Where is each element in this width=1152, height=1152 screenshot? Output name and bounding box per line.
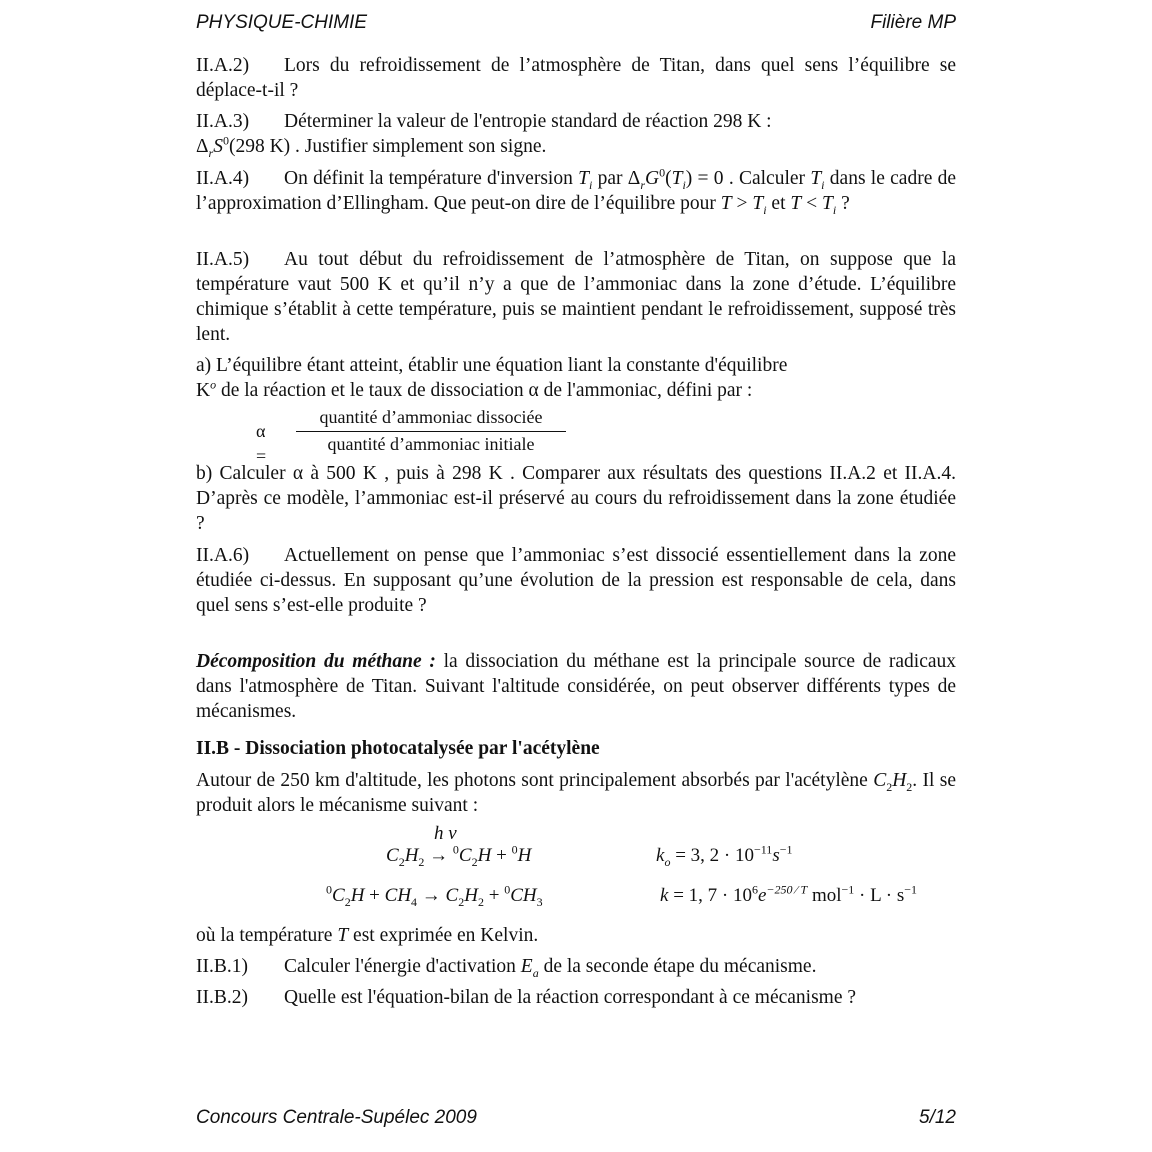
question-II-A-5: II.A.5) Au tout début du refroidissement de l’atmosphère de Titan, on suppose que la température vaut 500 K et qu’il n’y a que de l’ammoniac dans la zone d’étude. L’équilibre chimique s’établit à cette température, puis se maintient pendant le refroidissement, supposé très lent. [196, 249, 956, 345]
methane-paragraph: Décomposition du méthane : la dissociation du méthane est la principale source de radicaux dans l'atmosphère de Titan. Suivant l'altitude considérée, on peut observer différents types de mécanismes. [196, 651, 957, 722]
question-II-A-3: II.A.3) Déterminer la valeur de l'entropie standard de réaction 298 K : $\Delta_rS^0(298$ K) . Justifier simplement son signe. [196, 111, 772, 160]
question-number: II.A.6) [196, 545, 250, 566]
question-II-A-4: II.A.4) On définit la température d'inversion $T_i$ par $\Delta_rG^0(T_i) = 0$ . Calculer $T_i$ dans le cadre de l’approximation d’Ellingham. Que peut-on dire de l’équilibre pour $T > T_i$ et $T < T_i$ ? [196, 165, 957, 217]
fraction-denominator: quantité d’ammoniac initiale [327, 434, 535, 454]
question-II-A-5a: a) L’équilibre étant atteint, établir une équation liant la constante d'équilibre $K^o$ de la réaction et le taux de dissociation α de l'ammoniac, défini par : [196, 355, 788, 401]
rate-constant-1: $k_o = 3$, $2 \cdot 10^{-11}s^{-1}$ [656, 842, 793, 869]
question-number: II.A.4) [196, 168, 250, 189]
question-II-A-6: II.A.6) Actuellement on pense que l’ammoniac s’est dissocié essentiellement dans la zone étudiée ci-dessus. En supposant qu’une évolution de la pression est responsable de cela, dans quel sens s’est-elle produite ? [196, 545, 956, 616]
question-number: II.B.2) [196, 987, 248, 1008]
question-number: II.A.3) [196, 111, 250, 132]
reaction-step-1: $C_2H_2 \to ^0C_2H + ^0H$ [386, 842, 532, 869]
fraction-numerator: quantité d’ammoniac dissociée [296, 405, 566, 432]
question-number: II.A.2) [196, 55, 250, 76]
section-II-B-intro: Autour de 250 km d'altitude, les photons sont principalement absorbés par l'acétylène $C_2H_2$. Il se produit alors le mécanisme suivant : [196, 770, 957, 816]
footer-exam: Concours Centrale-Supélec 2009 [196, 1107, 477, 1128]
question-II-B-2: II.B.2) Quelle est l'équation-bilan de la réaction correspondant à ce mécanisme ? [196, 987, 857, 1008]
page-number: 5/12 [919, 1107, 956, 1128]
question-II-A-2: II.A.2) Lors du refroidissement de l’atmosphère de Titan, dans quel sens l’équilibre se déplace-t-il ? [196, 55, 956, 101]
methane-title: Décomposition du méthane : [196, 651, 436, 672]
photon-label: h ν [434, 823, 457, 844]
section-II-B-title: II.B - Dissociation photocatalysée par l'acétylène [196, 738, 600, 759]
question-number: II.A.5) [196, 249, 250, 270]
question-II-B-1: II.B.1) Calculer l'énergie d'activation $E_a$ de la seconde étape du mécanisme. [196, 956, 817, 980]
alpha-symbol: α = [256, 421, 267, 466]
header-subject: PHYSIQUE-CHIMIE [196, 12, 368, 33]
question-II-A-5b: b) Calculer α à 500 K , puis à 298 K . Comparer aux résultats des questions II.A.2 et II.A.4. D’après ce modèle, l’ammoniac est-il préservé au cours du refroidissement dans la zone étudiée ? [196, 463, 956, 534]
document-page [196, 0, 956, 1152]
rate-constant-2: k = 1, $7 \cdot 10^6e^{-250 ⁄ T}$ $mol^{-1} \cdot L \cdot s^{-1}$ [660, 882, 918, 906]
header-track: Filière MP [870, 12, 956, 33]
question-number: II.B.1) [196, 956, 248, 977]
temperature-note: où la température T est exprimée en Kelvin. [196, 925, 539, 946]
reaction-step-2: $^0C_2H + CH_4 \to C_2H_2 + ^0CH_3$ [326, 882, 543, 909]
